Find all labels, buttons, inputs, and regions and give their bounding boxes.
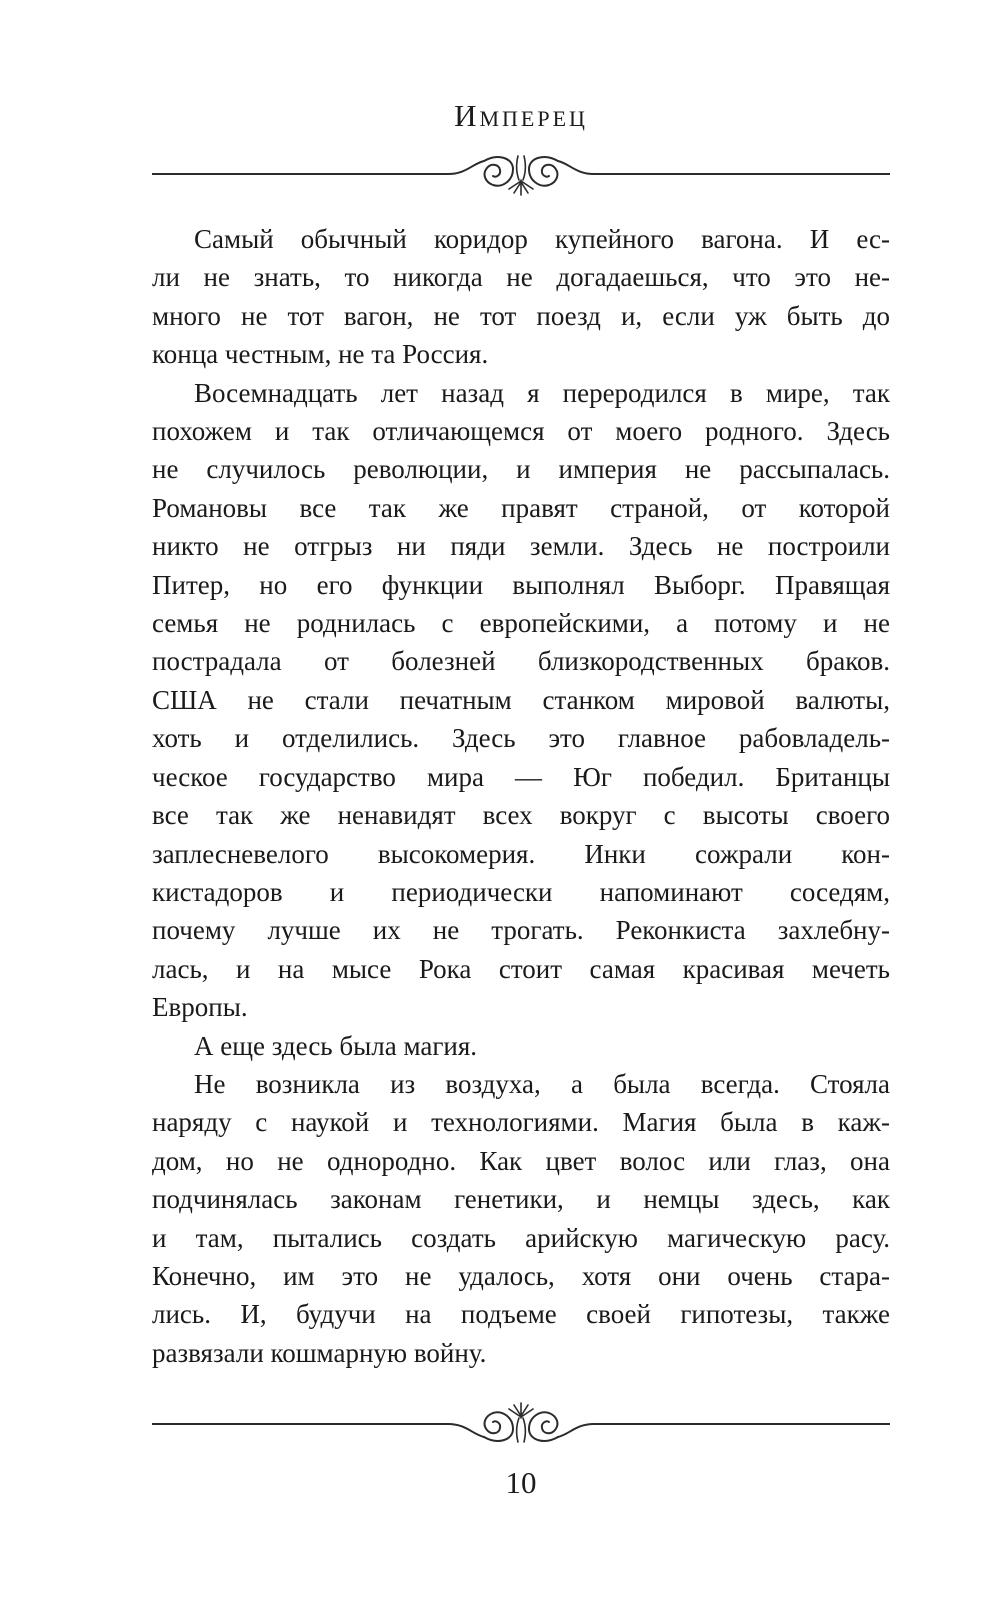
text-line: США не стали печатным станком мировой валюты, (152, 684, 890, 715)
text-line: хоть и отделились. Здесь это главное рабовладель- (152, 723, 890, 754)
text-line: лась, и на мысе Рока стоит самая красивая мечеть (152, 953, 890, 984)
page-content-column (152, 0, 890, 1500)
text-line: и там, пытались создать арийскую магическую расу. (152, 1222, 890, 1253)
paragraph (152, 1065, 890, 1372)
text-line: много не тот вагон, не тот поезд и, если уж быть до (152, 300, 890, 331)
text-line: Не возникла из воздуха, а была всегда. Стояла (194, 1068, 890, 1099)
text-line: пострадала от болезней близкородственных браков. (152, 646, 890, 677)
text-line: Конечно, им это не удалось, хотя они очень стара- (152, 1260, 890, 1291)
text-line: семья не роднилась с европейскими, а потому и не (152, 608, 890, 639)
text-line: заплесневелого высокомерия. Инки сожрали кон- (152, 838, 890, 869)
text-line: Восемнадцать лет назад я переродился в мире, так (194, 377, 890, 408)
text-line: Романовы все так же правят страной, от которой (152, 492, 890, 523)
paragraph (152, 374, 890, 1027)
body-text (152, 220, 890, 1372)
running-head-title: Имперец (454, 98, 588, 133)
top-flourish-divider-icon (152, 150, 890, 198)
text-line: развязали кошмарную войну. (152, 1337, 487, 1368)
text-line: все так же ненавидят всех вокруг с высоты своего (152, 800, 890, 831)
text-line: Самый обычный коридор купейного вагона. И ес- (194, 224, 890, 254)
text-line: похожем и так отличающемся от моего родного. Здесь (152, 416, 890, 447)
text-line: кистадоров и периодически напоминают соседям, (152, 876, 890, 907)
paragraph (152, 1027, 890, 1065)
text-line: ли не знать, то никогда не догадаешься, что это не- (152, 262, 890, 293)
text-line: никто не отгрыз ни пяди земли. Здесь не построили (152, 531, 890, 562)
text-line: ческое государство мира — Юг победил. Британцы (152, 761, 890, 792)
text-line: Питер, но его функции выполнял Выборг. Правящая (152, 569, 890, 600)
text-line: почему лучше их не трогать. Реконкиста захлебну- (152, 915, 890, 946)
text-line: конца честным, не та Россия. (152, 339, 489, 370)
bottom-flourish-divider-icon (152, 1400, 890, 1448)
paragraph (152, 220, 890, 374)
text-line: наряду с наукой и технологиями. Магия была в каж- (152, 1107, 890, 1138)
text-line: лись. И, будучи на подъеме своей гипотезы, также (152, 1299, 890, 1330)
text-line: подчинялась законам генетики, и немцы здесь, как (152, 1184, 890, 1215)
text-line: дом, но не однородно. Как цвет волос или глаз, она (152, 1145, 890, 1176)
text-line: не случилось революции, и империя не рассыпалась. (152, 454, 890, 485)
text-line: А еще здесь была магия. (194, 1030, 478, 1061)
page-number: 10 (505, 1465, 537, 1501)
text-line: Европы. (152, 992, 248, 1023)
